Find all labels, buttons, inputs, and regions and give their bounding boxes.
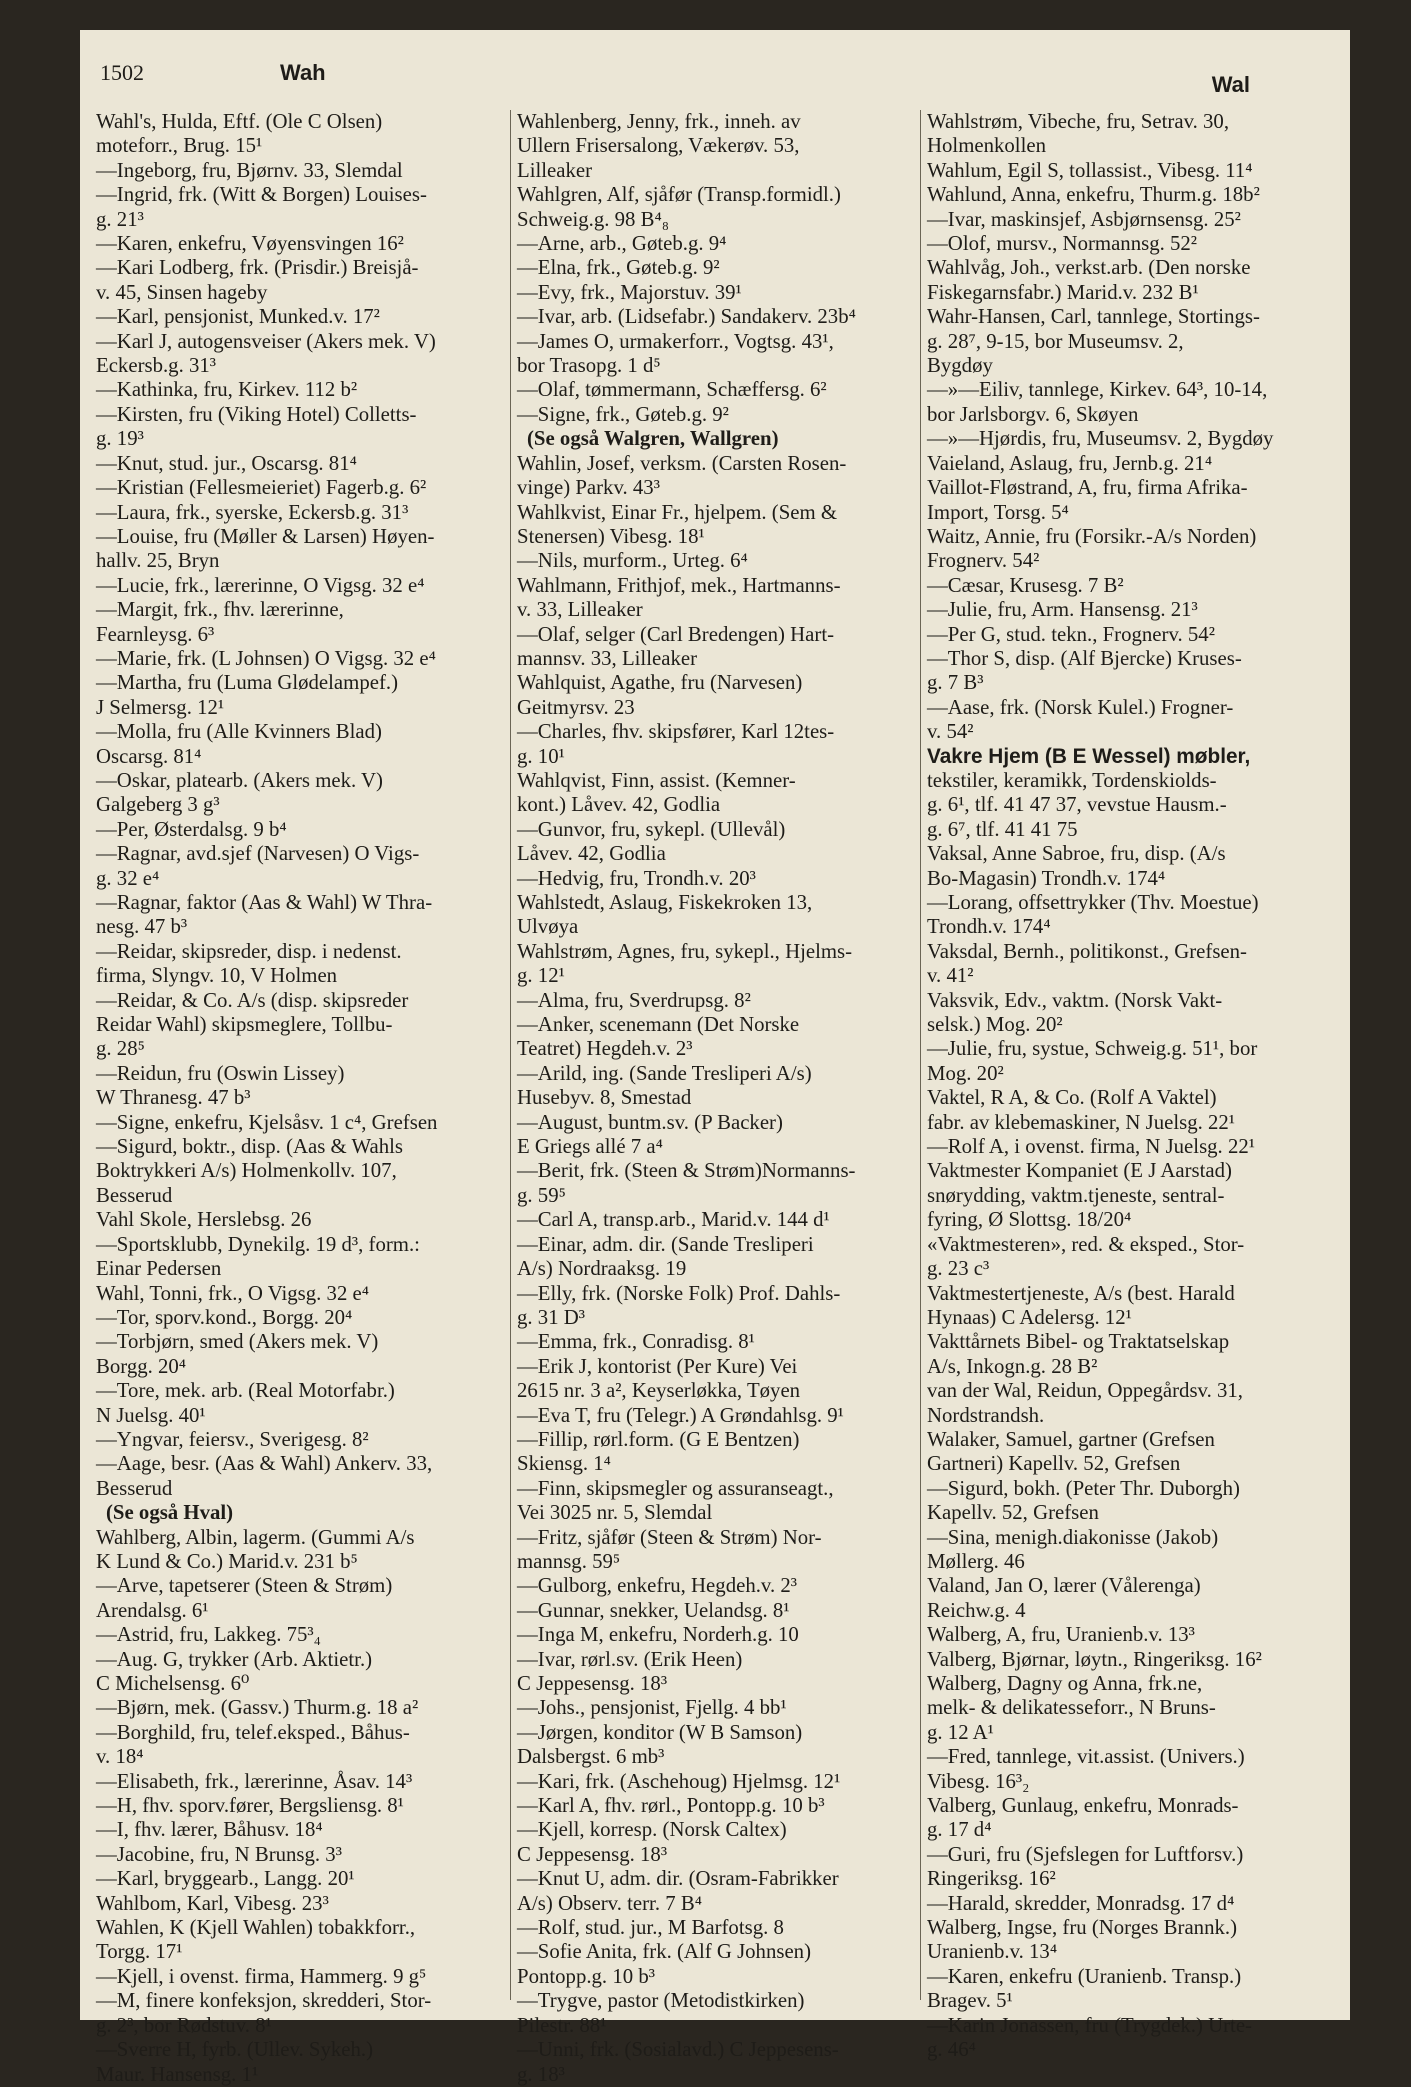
directory-entry-line: Wahlmann, Frithjof, mek., Hartmanns- xyxy=(517,573,841,597)
directory-entry-line: Vaksdal, Bernh., politikonst., Grefsen- xyxy=(927,939,1247,963)
directory-entry-line: —Karen, enkefru (Uranienb. Transp.) xyxy=(927,1964,1242,1988)
directory-entry-line: selsk.) Mog. 20² xyxy=(927,1013,1063,1037)
directory-entry-line: Vaksvik, Edv., vaktm. (Norsk Vakt- xyxy=(927,988,1223,1012)
directory-entry-line: v. 45, Sinsen hageby xyxy=(96,280,268,304)
directory-entry-line: A/s) Observ. terr. 7 B⁴ xyxy=(517,1891,702,1915)
directory-entry-line: Wahlstrøm, Agnes, fru, sykepl., Hjelms- xyxy=(517,939,853,963)
directory-entry-line: Mog. 20² xyxy=(927,1061,1004,1085)
directory-entry-line: —Arne, arb., Gøteb.g. 9⁴ xyxy=(517,232,727,256)
directory-entry-line: g. 31 D³ xyxy=(517,1305,586,1329)
directory-entry-line: —Knut U, adm. dir. (Osram-Fabrikker xyxy=(517,1867,839,1891)
directory-entry-line: —Sigurd, boktr., disp. (Aas & Wahls xyxy=(96,1135,404,1159)
directory-entry-line: —Olaf, tømmermann, Schæffersg. 6² xyxy=(517,378,827,402)
directory-entry-line: Pilestr. 88¹ xyxy=(517,2013,607,2037)
directory-entry-line: Waitz, Annie, fru (Forsikr.-A/s Norden) xyxy=(927,524,1257,548)
directory-entry-line: Gartneri) Kapellv. 52, Grefsen xyxy=(927,1452,1181,1476)
directory-entry-line: —Karl J, autogensveiser (Akers mek. V) xyxy=(96,329,436,353)
directory-entry-line: Besserud xyxy=(96,1183,173,1207)
directory-entry-line: —Oskar, platearb. (Akers mek. V) xyxy=(96,768,383,792)
directory-entry-line: —»—Hjørdis, fru, Museumsv. 2, Bygdøy xyxy=(927,427,1274,451)
directory-entry-line: Wahlquist, Agathe, fru (Narvesen) xyxy=(517,671,803,695)
directory-entry-line: Schweig.g. 98 B⁴₈ xyxy=(517,207,669,231)
directory-entry-line: v. 33, Lilleaker xyxy=(517,598,643,622)
directory-entry-line: Stenersen) Vibesg. 18¹ xyxy=(517,524,705,548)
directory-entry-line: kont.) Låvev. 42, Godlia xyxy=(517,793,721,817)
directory-entry-line: —Trygve, pastor (Metodistkirken) xyxy=(517,1989,805,2013)
directory-entry-line: Bygdøy xyxy=(927,354,993,378)
directory-entry-line: Geitmyrsv. 23 xyxy=(517,695,635,719)
directory-entry-line: Vaieland, Aslaug, fru, Jernb.g. 21⁴ xyxy=(927,451,1213,475)
directory-entry-line: —Olaf, selger (Carl Bredengen) Hart- xyxy=(517,622,835,646)
directory-entry-line: Wahlstedt, Aslaug, Fiskekroken 13, xyxy=(517,891,813,914)
directory-entry-line: —Ingeborg, fru, Bjørnv. 33, Slemdal xyxy=(96,158,403,182)
directory-entry-line: Vahl Skole, Herslebsg. 26 xyxy=(96,1208,312,1232)
directory-entry-line: Einar Pedersen xyxy=(96,1257,222,1281)
directory-entry-line: Walberg, A, fru, Uranienb.v. 13³ xyxy=(927,1623,1195,1647)
directory-entry-line: J Selmersg. 12¹ xyxy=(96,695,225,719)
directory-entry-line: g. 12¹ xyxy=(517,964,565,988)
directory-entry-line: —Signe, frk., Gøteb.g. 9² xyxy=(517,402,729,426)
directory-entry-line: —Kari Lodberg, frk. (Prisdir.) Breisjå- xyxy=(96,256,419,280)
directory-entry-line: Holmenkollen xyxy=(927,134,1046,158)
directory-entry-line: Maur. Hansensg. 1¹ xyxy=(96,2062,259,2086)
directory-entry-line: bor Jarlsborgv. 6, Skøyen xyxy=(927,402,1139,426)
directory-entry-line: —Gunvor, fru, sykepl. (Ullevål) xyxy=(517,817,786,841)
directory-entry-line: —Erik J, kontorist (Per Kure) Vei xyxy=(517,1354,798,1378)
directory-entry-line: Vaktel, R A, & Co. (Rolf A Vaktel) xyxy=(927,1086,1217,1110)
directory-entry-line: C Jeppesensg. 18³ xyxy=(517,1842,668,1866)
directory-entry-line: Walberg, Dagny og Anna, frk.ne, xyxy=(927,1672,1203,1695)
directory-entry-line: Frognerv. 54² xyxy=(927,549,1040,573)
directory-entry-line: g. 32 e⁴ xyxy=(96,866,160,890)
directory-entry-line: Wahlenberg, Jenny, frk., inneh. av xyxy=(517,110,801,133)
directory-entry-line: Fiskegarnsfabr.) Marid.v. 232 B¹ xyxy=(927,280,1199,304)
see-also-reference: (Se også Walgren, Wallgren) xyxy=(527,427,779,451)
directory-entry-line: —Charles, fhv. skipsfører, Karl 12tes- xyxy=(517,720,835,744)
directory-entry-line: —Cæsar, Krusesg. 7 B² xyxy=(927,573,1124,597)
directory-entry-line: bor Trasopg. 1 d⁵ xyxy=(517,354,661,378)
directory-page xyxy=(80,30,1350,2086)
directory-entry-line: —Laura, frk., syerske, Eckersb.g. 31³ xyxy=(96,500,409,524)
directory-entry-line: Fearnleysg. 6³ xyxy=(96,622,215,646)
directory-entry-line: g. 6⁷, tlf. 41 41 75 xyxy=(927,817,1078,841)
directory-entry-line: —Elly, frk. (Norske Folk) Prof. Dahls- xyxy=(517,1281,841,1305)
see-also-reference: (Se også Hval) xyxy=(106,1501,234,1525)
directory-entry-line: Valand, Jan O, lærer (Vålerenga) xyxy=(927,1574,1201,1598)
directory-entry-line: hallv. 25, Bryn xyxy=(96,549,220,573)
directory-entry-line: —Marie, frk. (L Johnsen) O Vigsg. 32 e⁴ xyxy=(96,646,436,670)
left-catchword: Wah xyxy=(280,60,326,85)
directory-entry-line: —Carl A, transp.arb., Marid.v. 144 d¹ xyxy=(517,1208,830,1232)
directory-entry-line: vinge) Parkv. 43³ xyxy=(517,476,660,500)
directory-entry-line: —Julie, fru, systue, Schweig.g. 51¹, bor xyxy=(927,1037,1258,1061)
directory-entry-line: Wahlin, Josef, verksm. (Carsten Rosen- xyxy=(517,451,847,475)
directory-entry-line: —Molla, fru (Alle Kvinners Blad) xyxy=(96,720,382,744)
directory-entry-line: —Reidun, fru (Oswin Lissey) xyxy=(96,1061,345,1085)
directory-entry-line: Vei 3025 nr. 5, Slemdal xyxy=(517,1501,713,1525)
directory-entry-line: melk- & delikatesseforr., N Bruns- xyxy=(927,1696,1216,1720)
directory-entry-line: Galgeberg 3 g³ xyxy=(96,793,220,817)
directory-entry-line: Teatret) Hegdeh.v. 2³ xyxy=(517,1037,693,1061)
directory-entry-line: —Reidar, skipsreder, disp. i nedenst. xyxy=(96,939,402,963)
directory-entry-line: —Karin Jonassen, fru (Trygdek.) Urte- xyxy=(927,2013,1252,2037)
directory-entry-line: v. 18⁴ xyxy=(96,1745,144,1769)
directory-entry-line: —Eva T, fru (Telegr.) A Grøndahlsg. 9¹ xyxy=(517,1403,844,1427)
directory-entry-line: Walberg, Ingse, fru (Norges Brannk.) xyxy=(927,1916,1238,1940)
directory-entry-line: —Sportsklubb, Dynekilg. 19 d³, form.: xyxy=(96,1232,420,1256)
directory-entry-line: Kapellv. 52, Grefsen xyxy=(927,1501,1099,1525)
directory-entry-line: Vibesg. 16³₂ xyxy=(927,1769,1030,1793)
directory-entry-line: —August, buntm.sv. (P Backer) xyxy=(517,1110,783,1134)
directory-entry-line: —Kari, frk. (Aschehoug) Hjelmsg. 12¹ xyxy=(517,1769,841,1793)
directory-entry-line: —Thor S, disp. (Alf Bjercke) Kruses- xyxy=(927,646,1242,670)
directory-entry-line: Vaktmestertjeneste, A/s (best. Harald xyxy=(927,1281,1235,1305)
directory-entry-line: Wahlberg, Albin, lagerm. (Gummi A/s xyxy=(96,1525,415,1549)
directory-entry-line: —Aug. G, trykker (Arb. Aktietr.) xyxy=(96,1647,373,1671)
directory-entry-line: —Elisabeth, frk., lærerinne, Åsav. 14³ xyxy=(96,1769,413,1793)
directory-entry-line: Trondh.v. 174⁴ xyxy=(927,915,1051,939)
directory-entry-line: —Harald, skredder, Monradsg. 17 d⁴ xyxy=(927,1891,1235,1915)
directory-entry-line: Pontopp.g. 10 b³ xyxy=(517,1964,655,1988)
directory-entry-line: —Karl A, fhv. rørl., Pontopp.g. 10 b³ xyxy=(517,1794,825,1818)
directory-entry-line: C Michelsensg. 6⁰ xyxy=(96,1672,250,1695)
directory-entry-line: Låvev. 42, Godlia xyxy=(517,842,666,866)
directory-entry-line: —Lorang, offsettrykker (Thv. Moestue) xyxy=(927,891,1259,914)
directory-entry-line: —Tore, mek. arb. (Real Motorfabr.) xyxy=(96,1379,395,1403)
directory-entry-line: —Tor, sporv.kond., Borgg. 20⁴ xyxy=(96,1305,353,1329)
directory-entry-line: —Kirsten, fru (Viking Hotel) Colletts- xyxy=(96,402,417,426)
directory-entry-line: —Aase, frk. (Norsk Kulel.) Frogner- xyxy=(927,695,1234,719)
directory-entry-line: Ringeriksg. 16² xyxy=(927,1867,1056,1891)
directory-entry-line: Bo-Magasin) Trondh.v. 174⁴ xyxy=(927,866,1166,890)
page-number: 1502 xyxy=(100,60,144,85)
directory-column-2 xyxy=(510,110,907,2086)
directory-entry-line: —Yngvar, feiersv., Sverigesg. 8² xyxy=(96,1427,369,1451)
directory-entry-line: Arendalsg. 6¹ xyxy=(96,1598,209,1622)
directory-entry-line: Wahlgren, Alf, sjåfør (Transp.formidl.) xyxy=(517,183,841,207)
directory-entry-line: Wahlum, Egil S, tollassist., Vibesg. 11⁴ xyxy=(927,158,1253,182)
directory-entry-line: Dalsbergst. 6 mb³ xyxy=(517,1745,665,1769)
directory-entry-line: tekstiler, keramikk, Tordenskiolds- xyxy=(927,768,1217,792)
directory-entry-line: —Per, Østerdalsg. 9 b⁴ xyxy=(96,817,287,841)
directory-entry-line: —Rolf, stud. jur., M Barfotsg. 8 xyxy=(517,1916,784,1940)
directory-entry-line: —Sofie Anita, frk. (Alf G Johnsen) xyxy=(517,1940,811,1964)
directory-entry-line: Wahr-Hansen, Carl, tannlege, Stortings- xyxy=(927,305,1260,329)
directory-entry-line: g. 21³ xyxy=(96,207,144,231)
directory-entry-line: nesg. 47 b³ xyxy=(96,915,188,939)
directory-entry-line: Vakre Hjem (B E Wessel) møbler, xyxy=(927,744,1251,768)
directory-entry-line: —Sigurd, bokh. (Peter Thr. Duborgh) xyxy=(927,1476,1240,1500)
directory-entry-line: moteforr., Brug. 15¹ xyxy=(96,134,263,158)
directory-entry-line: g. 7 B³ xyxy=(927,671,984,695)
directory-entry-line: Wahl's, Hulda, Eftf. (Ole C Olsen) xyxy=(96,110,383,133)
directory-entry-line: —Karl, pensjonist, Munked.v. 17² xyxy=(96,305,380,329)
directory-entry-line: van der Wal, Reidun, Oppegårdsv. 31, xyxy=(927,1379,1243,1403)
directory-entry-line: 2615 nr. 3 a², Keyserløkka, Tøyen xyxy=(517,1379,801,1403)
directory-entry-line: mannsg. 59⁵ xyxy=(517,1549,621,1573)
directory-entry-line: Wahlbom, Karl, Vibesg. 23³ xyxy=(96,1891,329,1915)
directory-entry-line: —Ingrid, frk. (Witt & Borgen) Louises- xyxy=(96,183,427,207)
directory-entry-line: Møllerg. 46 xyxy=(927,1549,1025,1573)
directory-entry-line: Walaker, Samuel, gartner (Grefsen xyxy=(927,1427,1215,1451)
directory-entry-line: —Knut, stud. jur., Oscarsg. 81⁴ xyxy=(96,451,357,475)
directory-entry-line: Lilleaker xyxy=(517,158,593,182)
directory-entry-line: fyring, Ø Slottsg. 18/20⁴ xyxy=(927,1208,1132,1232)
directory-entry-line: Nordstrandsh. xyxy=(927,1403,1045,1427)
directory-entry-line: —James O, urmakerforr., Vogtsg. 43¹, xyxy=(517,329,834,353)
directory-entry-line: —Olof, mursv., Normannsg. 52² xyxy=(927,232,1198,256)
directory-entry-line: v. 41² xyxy=(927,964,974,988)
directory-entry-line: Skiensg. 1⁴ xyxy=(517,1452,611,1476)
directory-entry-line: A/s) Nordraaksg. 19 xyxy=(517,1257,687,1281)
directory-entry-line: —Ivar, maskinsjef, Asbjørnsensg. 25² xyxy=(927,207,1241,231)
directory-entry-line: Borgg. 20⁴ xyxy=(96,1354,187,1378)
directory-entry-line: Wahl, Tonni, frk., O Vigsg. 32 e⁴ xyxy=(96,1281,370,1305)
directory-entry-line: —Berit, frk. (Steen & Strøm)Normanns- xyxy=(517,1159,856,1183)
directory-column-3 xyxy=(920,110,1327,2062)
right-catchword: Wal xyxy=(1211,72,1250,97)
directory-entry-line: —Johs., pensjonist, Fjellg. 4 bb¹ xyxy=(517,1696,787,1720)
directory-entry-line: Valberg, Bjørnar, løytn., Ringeriksg. 16² xyxy=(927,1647,1262,1671)
directory-entry-line: —I, fhv. lærer, Båhusv. 18⁴ xyxy=(96,1818,323,1842)
directory-entry-line: g. 10¹ xyxy=(517,744,565,768)
directory-entry-line: —Astrid, fru, Lakkeg. 75³₄ xyxy=(96,1623,321,1647)
directory-entry-line: —Nils, murform., Urteg. 6⁴ xyxy=(517,549,748,573)
directory-entry-line: Wahlqvist, Finn, assist. (Kemner- xyxy=(517,768,796,792)
directory-entry-line: —Gulborg, enkefru, Hegdeh.v. 2³ xyxy=(517,1574,797,1598)
directory-entry-line: —Kjell, i ovenst. firma, Hammerg. 9 g⁵ xyxy=(96,1964,427,1988)
directory-entry-line: —Margit, frk., fhv. lærerinne, xyxy=(96,598,344,622)
directory-entry-line: Hynaas) C Adelersg. 12¹ xyxy=(927,1305,1132,1329)
directory-entry-line: —Finn, skipsmegler og assuranseagt., xyxy=(517,1476,834,1500)
directory-entry-line: Besserud xyxy=(96,1476,173,1500)
directory-entry-line: Wahlkvist, Einar Fr., hjelpem. (Sem & xyxy=(517,500,838,524)
directory-entry-line: —Arild, ing. (Sande Tresliperi A/s) xyxy=(517,1061,812,1085)
directory-entry-line: Wahlvåg, Joh., verkst.arb. (Den norske xyxy=(927,256,1251,280)
directory-entry-line: —Fred, tannlege, vit.assist. (Univers.) xyxy=(927,1745,1245,1769)
directory-entry-line: snørydding, vaktm.tjeneste, sentral- xyxy=(927,1183,1225,1207)
directory-entry-line: —Sverre H, fyrb. (Ullev. Sykeh.) xyxy=(96,2038,374,2062)
directory-entry-line: —Julie, fru, Arm. Hansensg. 21³ xyxy=(927,598,1198,622)
directory-entry-line: —Fillip, rørl.form. (G E Bentzen) xyxy=(517,1427,800,1451)
directory-entry-line: Eckersb.g. 31³ xyxy=(96,354,217,378)
directory-entry-line: —Emma, frk., Conradisg. 8¹ xyxy=(517,1330,755,1354)
directory-entry-line: Uranienb.v. 13⁴ xyxy=(927,1940,1058,1964)
directory-entry-line: —Arve, tapetserer (Steen & Strøm) xyxy=(96,1574,393,1598)
directory-entry-line: —Karen, enkefru, Vøyensvingen 16² xyxy=(96,232,404,256)
directory-entry-line: v. 54² xyxy=(927,720,974,744)
directory-entry-line: Ullern Frisersalong, Vækerøv. 53, xyxy=(517,134,800,158)
directory-entry-line: E Griegs allé 7 a⁴ xyxy=(517,1135,663,1159)
directory-entry-line: N Juelsg. 40¹ xyxy=(96,1403,206,1427)
directory-entry-line: Bragev. 5¹ xyxy=(927,1989,1013,2013)
directory-entry-line: Oscarsg. 81⁴ xyxy=(96,744,202,768)
directory-entry-line: g. 2³, bor Rødstuv. 8¹ xyxy=(96,2013,272,2037)
directory-entry-line: Vakttårnets Bibel- og Traktatselskap xyxy=(927,1330,1230,1354)
directory-entry-line: —Inga M, enkefru, Norderh.g. 10 xyxy=(517,1623,799,1647)
directory-entry-line: —Alma, fru, Sverdrupsg. 8² xyxy=(517,988,751,1012)
directory-entry-line: Husebyv. 8, Smestad xyxy=(517,1086,692,1110)
directory-entry-line: —Evy, frk., Majorstuv. 39¹ xyxy=(517,280,742,304)
directory-entry-line: —Borghild, fru, telef.eksped., Båhus- xyxy=(96,1720,410,1744)
directory-entry-line: —Ivar, rørl.sv. (Erik Heen) xyxy=(517,1647,743,1671)
directory-entry-line: —Sina, menigh.diakonisse (Jakob) xyxy=(927,1525,1219,1549)
directory-entry-line: Reidar Wahl) skipsmeglere, Tollbu- xyxy=(96,1013,393,1037)
directory-entry-line: —Gunnar, snekker, Uelandsg. 8¹ xyxy=(517,1598,790,1622)
directory-entry-line: g. 46⁴ xyxy=(927,2038,976,2062)
directory-entry-line: —Kathinka, fru, Kirkev. 112 b² xyxy=(96,378,358,402)
directory-entry-line: —Bjørn, mek. (Gassv.) Thurm.g. 18 a² xyxy=(96,1696,419,1720)
directory-entry-line: Vaksal, Anne Sabroe, fru, disp. (A/s xyxy=(927,842,1226,866)
directory-entry-line: —H, fhv. sporv.fører, Bergsliensg. 8¹ xyxy=(96,1794,404,1818)
directory-entry-line: —Hedvig, fru, Trondh.v. 20³ xyxy=(517,866,756,890)
directory-column-1 xyxy=(96,110,476,2086)
directory-entry-line: —M, finere konfeksjon, skredderi, Stor- xyxy=(96,1989,432,2013)
directory-entry-line: Valberg, Gunlaug, enkefru, Monrads- xyxy=(927,1794,1239,1818)
directory-entry-line: —Jørgen, konditor (W B Samson) xyxy=(517,1720,803,1744)
directory-entry-line: —Aage, besr. (Aas & Wahl) Ankerv. 33, xyxy=(96,1452,433,1476)
directory-entry-line: —Signe, enkefru, Kjelsåsv. 1 c⁴, Grefsen xyxy=(96,1110,438,1134)
directory-entry-line: Ulvøya xyxy=(517,915,579,939)
directory-entry-line: —Kjell, korresp. (Norsk Caltex) xyxy=(517,1818,787,1842)
directory-entry-line: —Lucie, frk., lærerinne, O Vigsg. 32 e⁴ xyxy=(96,573,425,597)
directory-entry-line: —Karl, bryggearb., Langg. 20¹ xyxy=(96,1867,355,1891)
directory-entry-line: W Thranesg. 47 b³ xyxy=(96,1086,251,1110)
directory-entry-line: —Martha, fru (Luma Glødelampef.) xyxy=(96,671,399,695)
directory-entry-line: g. 28⁵ xyxy=(96,1037,145,1061)
directory-entry-line: —Louise, fru (Møller & Larsen) Høyen- xyxy=(96,524,435,548)
directory-entry-line: —»—Eiliv, tannlege, Kirkev. 64³, 10-14, xyxy=(927,378,1268,402)
directory-entry-line: Wahlund, Anna, enkefru, Thurm.g. 18b² xyxy=(927,183,1260,207)
directory-entry-line: —Kristian (Fellesmeieriet) Fagerb.g. 6² xyxy=(96,476,427,500)
directory-entry-line: Vaillot-Fløstrand, A, fru, firma Afrika- xyxy=(927,476,1248,500)
directory-entry-line: firma, Slyngv. 10, V Holmen xyxy=(96,964,338,988)
directory-entry-line: —Einar, adm. dir. (Sande Tresliperi xyxy=(517,1232,814,1256)
directory-entry-line: g. 6¹, tlf. 41 47 37, vevstue Hausm.- xyxy=(927,793,1227,817)
directory-entry-line: Boktrykkeri A/s) Holmenkollv. 107, xyxy=(96,1159,397,1183)
directory-entry-line: —Reidar, & Co. A/s (disp. skipsreder xyxy=(96,988,409,1012)
directory-entry-line: g. 23 c³ xyxy=(927,1257,990,1281)
directory-entry-line: Wahlstrøm, Vibeche, fru, Setrav. 30, xyxy=(927,110,1230,133)
directory-entry-line: fabr. av klebemaskiner, N Juelsg. 22¹ xyxy=(927,1110,1236,1134)
directory-entry-line: g. 19³ xyxy=(96,427,144,451)
directory-entry-line: —Guri, fru (Sjefslegen for Luftforsv.) xyxy=(927,1842,1244,1866)
directory-entry-line: —Anker, scenemann (Det Norske xyxy=(517,1013,800,1037)
directory-entry-line: Import, Torsg. 5⁴ xyxy=(927,500,1069,524)
directory-entry-line: —Ragnar, avd.sjef (Narvesen) O Vigs- xyxy=(96,842,420,866)
directory-entry-line: g. 12 A¹ xyxy=(927,1720,994,1744)
directory-entry-line: g. 28⁷, 9-15, bor Museumsv. 2, xyxy=(927,329,1184,353)
directory-entry-line: K Lund & Co.) Marid.v. 231 b⁵ xyxy=(96,1549,358,1573)
directory-entry-line: Reichw.g. 4 xyxy=(927,1598,1026,1622)
directory-entry-line: g. 59⁵ xyxy=(517,1183,566,1207)
directory-entry-line: mannsv. 33, Lilleaker xyxy=(517,646,697,670)
directory-entry-line: «Vaktmesteren», red. & eksped., Stor- xyxy=(927,1232,1245,1256)
directory-entry-line: —Unni, frk. (Sosialavd.) C Jeppesens- xyxy=(517,2038,839,2062)
directory-entry-line: —Jacobine, fru, N Brunsg. 3³ xyxy=(96,1842,342,1866)
directory-entry-line: —Torbjørn, smed (Akers mek. V) xyxy=(96,1330,379,1354)
directory-entry-line: g. 18³ xyxy=(517,2062,565,2086)
directory-entry-line: Wahlen, K (Kjell Wahlen) tobakkforr., xyxy=(96,1916,416,1940)
directory-entry-line: Torgg. 17¹ xyxy=(96,1940,183,1964)
directory-entry-line: g. 17 d⁴ xyxy=(927,1818,992,1842)
directory-entry-line: —Rolf A, i ovenst. firma, N Juelsg. 22¹ xyxy=(927,1135,1255,1159)
directory-entry-line: A/s, Inkogn.g. 28 B² xyxy=(927,1354,1098,1378)
directory-entry-line: —Per G, stud. tekn., Frognerv. 54² xyxy=(927,622,1215,646)
directory-entry-line: Vaktmester Kompaniet (E J Aarstad) xyxy=(927,1159,1232,1183)
directory-entry-line: —Ivar, arb. (Lidsefabr.) Sandakerv. 23b⁴ xyxy=(517,305,856,329)
directory-entry-line: —Ragnar, faktor (Aas & Wahl) W Thra- xyxy=(96,891,433,914)
directory-entry-line: —Elna, frk., Gøteb.g. 9² xyxy=(517,256,720,280)
directory-entry-line: C Jeppesensg. 18³ xyxy=(517,1672,668,1695)
directory-entry-line: —Fritz, sjåfør (Steen & Strøm) Nor- xyxy=(517,1525,822,1549)
